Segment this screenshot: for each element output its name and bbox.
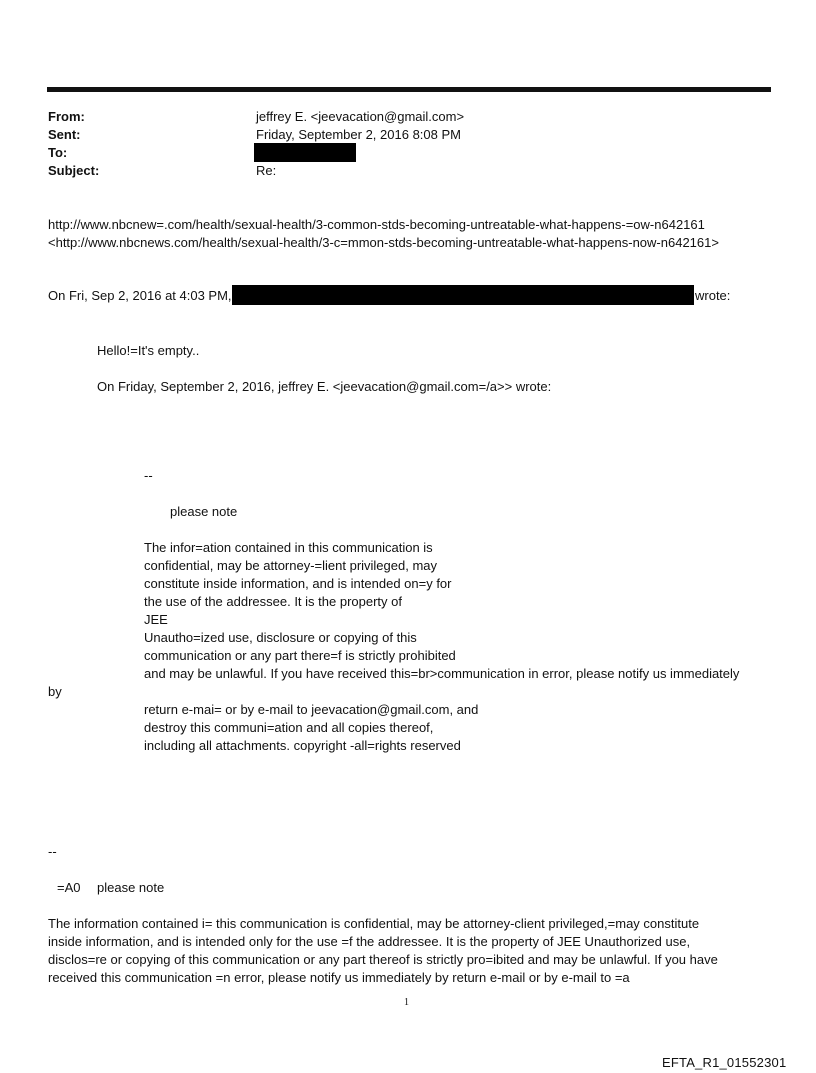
inner-quote-intro: On Friday, September 2, 2016, jeffrey E. <jeevacation@gmail.com=/a>> wrote: <box>97 379 552 394</box>
subject-label: Subject: <box>48 163 100 178</box>
inner-disclaimer-line: and may be unlawful. If you have received this=br>communication in error, please notify us immediately <box>144 666 740 681</box>
subject-value: Re: <box>256 163 277 178</box>
inner-disclaimer-line: confidential, may be attorney-=lient privileged, may <box>144 558 438 573</box>
from-value: jeffrey E. <jeevacation@gmail.com> <box>256 109 465 124</box>
quote-intro-prefix: On Fri, Sep 2, 2016 at 4:03 PM, <box>48 288 232 303</box>
sent-label: Sent: <box>48 127 81 142</box>
from-label: From: <box>48 109 85 124</box>
inner-disclaimer-line: communication or any part there=f is strictly prohibited <box>144 648 456 663</box>
outer-disclaimer-line: The information contained i= this communication is confidential, may be attorney-client privileged,=may constitute <box>48 916 700 931</box>
inner-disclaimer-line: The infor=ation contained in this communication is <box>144 540 433 555</box>
inner-disclaimer-line: destroy this communi=ation and all copies thereof, <box>144 720 434 735</box>
outer-please-note-prefix: =A0 <box>57 880 81 895</box>
inner-disclaimer-line: return e-mai= or by e-mail to jeevacation@gmail.com, and <box>144 702 479 717</box>
inner-please-note: please note <box>170 504 238 519</box>
to-redaction <box>254 143 356 162</box>
inner-disclaimer-line: JEE <box>144 612 168 627</box>
outer-please-note: please note <box>97 880 165 895</box>
url-line-2: <http://www.nbcnews.com/health/sexual-health/3-c=mmon-stds-becoming-untreatable-what-happens-now-n642161> <box>48 235 719 250</box>
url-line-1: http://www.nbcnew=.com/health/sexual-health/3-common-stds-becoming-untreatable-what-happens-=ow-n642161 <box>48 217 705 232</box>
outer-sig-dash: -- <box>48 844 57 859</box>
inner-disclaimer-line: including all attachments. copyright -all=rights reserved <box>144 738 461 753</box>
inner-disclaimer-line: Unautho=ized use, disclosure or copying of this <box>144 630 417 645</box>
header-rule <box>47 87 771 92</box>
reply-text: Hello!=It's empty.. <box>97 343 200 358</box>
inner-disclaimer-line: the use of the addressee. It is the property of <box>144 594 402 609</box>
sender-redaction <box>232 285 694 305</box>
quote-intro-suffix: wrote: <box>695 288 731 303</box>
to-label: To: <box>48 145 68 160</box>
outer-disclaimer-line: inside information, and is intended only for the use =f the addressee. It is the property of JEE Unauthorized use, <box>48 934 691 949</box>
document-id: EFTA_R1_01552301 <box>662 1055 787 1070</box>
inner-by: by <box>48 684 62 699</box>
inner-sig-dash: -- <box>144 468 153 483</box>
outer-disclaimer-line: received this communication =n error, please notify us immediately by return e-mail or by e-mail to =a <box>48 970 630 985</box>
page-number: 1 <box>404 997 409 1008</box>
sent-value: Friday, September 2, 2016 8:08 PM <box>256 127 461 142</box>
outer-disclaimer-line: disclos=re or copying of this communication or any part thereof is strictly pro=ibited and may be unlawful. If you have <box>48 952 718 967</box>
inner-disclaimer-line: constitute inside information, and is intended on=y for <box>144 576 452 591</box>
